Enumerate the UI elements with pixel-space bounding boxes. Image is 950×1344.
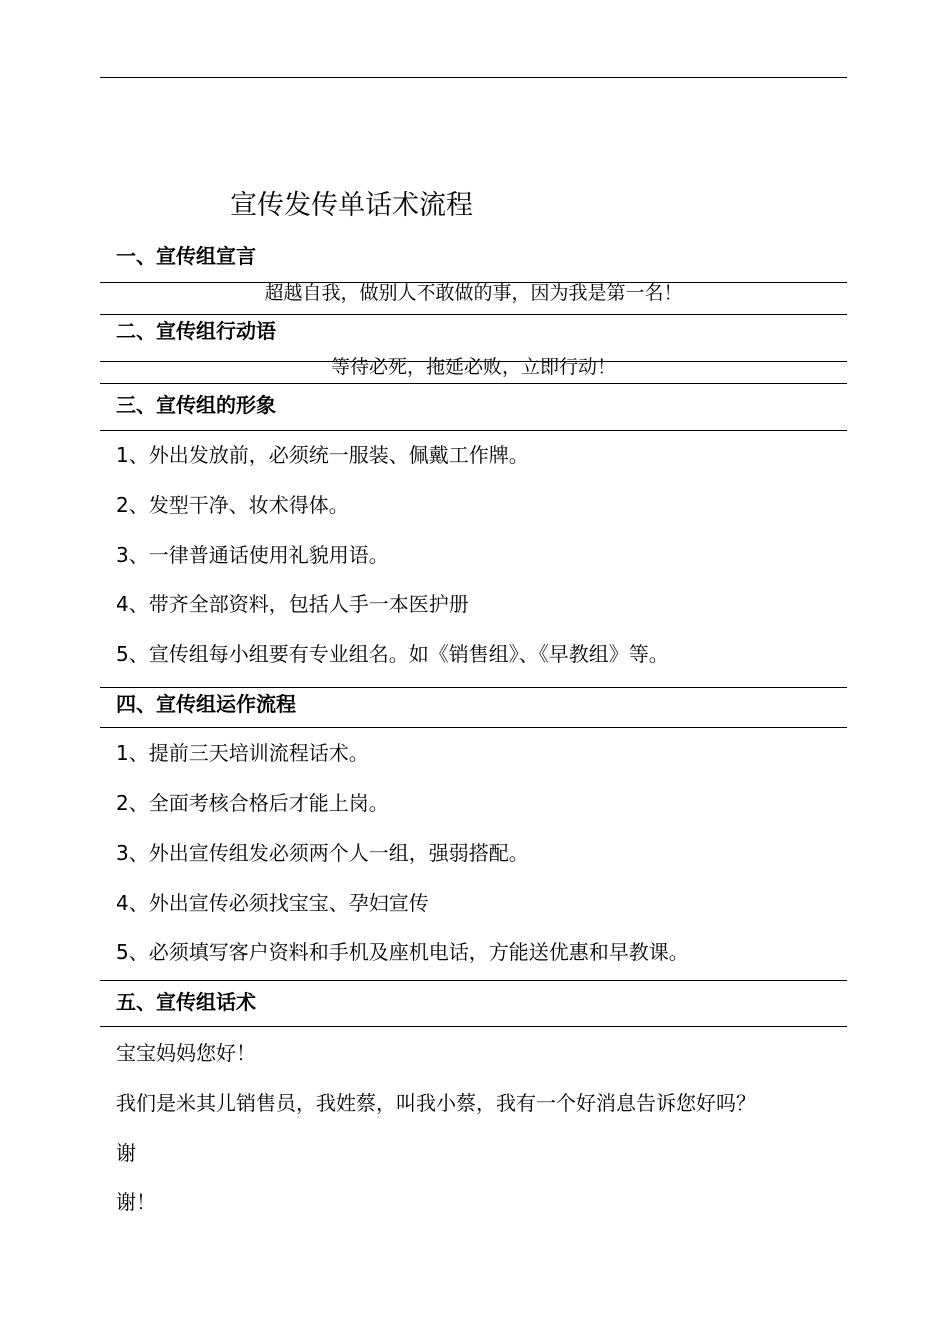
list-item: 5、必须填写客户资料和手机及座机电话，方能送优惠和早教课。 — [116, 940, 689, 964]
list-item: 2、全面考核合格后才能上岗。 — [116, 791, 389, 815]
script-line: 我们是米其儿销售员，我姓蔡，叫我小蔡，我有一个好消息告诉您好吗？ — [116, 1091, 756, 1115]
section-rule — [100, 980, 847, 981]
action-slogan-text: 等待必死，拖延必败，立即行动！ — [330, 356, 616, 378]
list-item: 4、带齐全部资料，包括人手一本医护册 — [116, 592, 469, 616]
section-rule — [100, 383, 847, 384]
section-heading-workflow: 四、宣传组运作流程 — [116, 692, 296, 716]
list-item: 5、宣传组每小组要有专业组名。如《销售组》、《早教组》等。 — [116, 642, 669, 666]
list-item: 3、外出宣传组发必须两个人一组，强弱搭配。 — [116, 841, 529, 865]
section-heading-script: 五、宣传组话术 — [116, 990, 256, 1014]
script-line: 宝宝妈妈您好！ — [116, 1041, 256, 1065]
list-item: 1、提前三天培训流程话术。 — [116, 741, 369, 765]
section-rule — [100, 314, 847, 315]
section-rule — [100, 727, 847, 728]
list-item: 3、一律普通话使用礼貌用语。 — [116, 543, 389, 567]
section-heading-declaration: 一、宣传组宣言 — [116, 244, 256, 268]
section-heading-action-slogan: 二、宣传组行动语 — [116, 319, 276, 343]
section-rule — [100, 430, 847, 431]
section-heading-image: 三、宣传组的形象 — [116, 393, 276, 417]
list-item: 2、发型干净、妆术得体。 — [116, 493, 349, 517]
script-line: 谢 — [116, 1141, 136, 1165]
header-rule — [100, 77, 847, 78]
section-rule — [100, 687, 847, 688]
script-line: 谢！ — [116, 1190, 156, 1214]
list-item: 4、外出宣传必须找宝宝、孕妇宣传 — [116, 891, 429, 915]
list-item: 1、外出发放前，必须统一服装、佩戴工作牌。 — [116, 443, 529, 467]
document-title: 宣传发传单话术流程 — [230, 190, 473, 221]
declaration-text: 超越自我，做别人不敢做的事，因为我是第一名！ — [264, 282, 683, 304]
section-rule — [100, 1026, 847, 1027]
